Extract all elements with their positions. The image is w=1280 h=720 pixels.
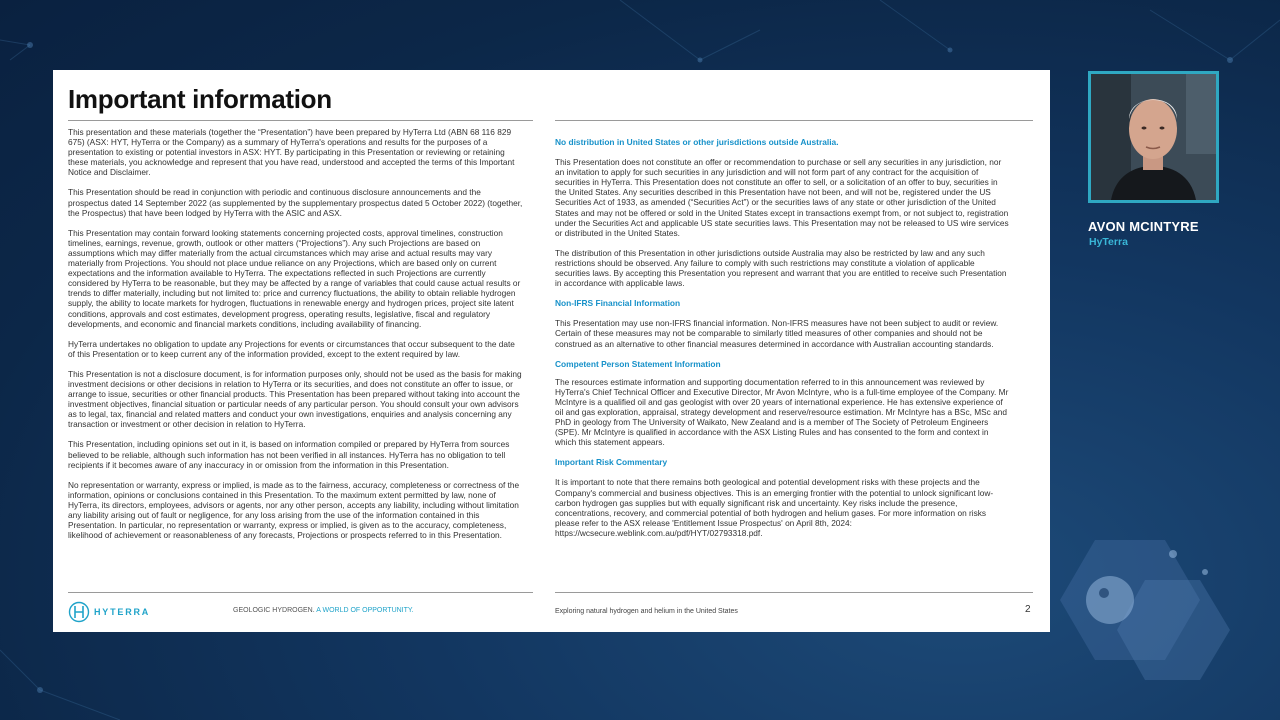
footer-divider-right [555, 592, 1033, 593]
disclaimer-paragraph: This Presentation, including opinions set out in it, is based on information compiled or prepared by HyTerra from sources believed to be reliable, although such information has not been verified in all instances. HyTerra has no obligation to tell recipients if it becomes aware of any inaccuracy in or omission from the information in this Presentation. [68, 439, 510, 470]
speaker-name: AVON MCINTYRE [1088, 219, 1199, 234]
disclaimer-paragraph: This Presentation may use non-IFRS financial information. Non-IFRS measures have not been subject to audit or review. Certain of these measures may not be comparable to similarly titled measures of other companies and should not be construed as an alternative to other financial measures determined in accordance with Australian accounting standards. [555, 318, 999, 349]
footer-tagline [233, 607, 414, 614]
disclaimer-paragraph: This Presentation is not a disclosure document, is for information purposes only, should not be used as the basis for making investment decisions or other decisions in relation to HyTerra or its securities, and does not constitute an offer to issue, or arrange to issue, securities or other financial products. This Presentation has been prepared without taking into account the investment objectives, financial situation or particular needs of any particular person. You should consult your own advisors as to legal, tax, financial and related matters and conduct your own investigations, enquiries and analysis concerning any transaction or investment or other decision in relation to HyTerra. [68, 368, 522, 430]
section-heading-non-ifrs: Non-IFRS Financial Information [555, 298, 681, 309]
disclaimer-right-column [555, 137, 1011, 548]
title-divider-left [68, 120, 533, 121]
section-heading-risk: Important Risk Commentary [555, 457, 668, 468]
disclaimer-paragraph: It is important to note that there remains both geological and potential development risks with these projects and the Company's commercial and business objectives. This is an emerging frontier with the potential to unlock significant low-carbon hydrogen gas supplies but with equally significant risk and uncertainty. Key risks include the presence, concentrations, recovery, and commercial potential of both hydrogen and helium gases. For more information on risks please refer to the ASX release 'Entitlement Issue Prospectus' on April 8th, 2024: https://wcsecure.weblink.com.au/pdf/HYT/02793318.pdf. [555, 477, 994, 538]
section-heading-distribution: No distribution in United States or other jurisdictions outside Australia. [555, 137, 839, 147]
speaker-video-image [1091, 74, 1216, 200]
disclaimer-paragraph: This presentation and these materials (together the “Presentation”) have been prepared by HyTerra Ltd (ABN 68 116 829 675) (ASX: HYT, HyTerra or the Company) as a summary of HyTerra's operations and results for the purposes of a presentation to existing or potential investors in ASX: HYT. By participating in this Presentation or reviewing or retaining these materials, you acknowledge and represent that you have read, understood and accepted the terms of this Important Notice and Disclaimer. [68, 127, 515, 178]
disclaimer-paragraph: This Presentation does not constitute an offer or recommendation to purchase or sell any securities in any jurisdiction, nor an invitation to apply for such securities in any jurisdiction and will not form part of any contract for the acquisition of securities in HyTerra. This Presentation does not constitute an offer to sell, or a solicitation of an offer to buy, securities in the United States. Any securities described in this Presentation have not been, and will not be, registered under the US Securities Act of 1933, as amended (“Securities Act”) or the securities laws of any state or other jurisdiction of the United States and may not be offered or sold in the United States except in transactions exempt from, or not subject to, registration under the Securities Act and applicable US state securities laws. This Presentation may not be released to US wire services or distributed in the United States. [555, 157, 1009, 238]
disclaimer-paragraph: The distribution of this Presentation in other jurisdictions outside Australia may also be restricted by law and any such restrictions should be observed. Any failure to comply with such restrictions may constitute a violation of applicable securities laws. By accepting this Presentation you represent and warrant that you are entitled to receive such Presentation in accordance with applicable laws. [555, 247, 1007, 289]
page-number: 2 [1025, 604, 1031, 615]
hyterra-logo-icon [68, 601, 90, 623]
speaker-organization: HyTerra [1089, 236, 1128, 248]
disclaimer-paragraph: No representation or warranty, express or implied, is made as to the fairness, accuracy, completeness or correctness of the information, opinions or conclusions contained in this Presentation. To the maximum extent permitted by law, none of HyTerra, its directors, employees, advisors or agents, nor any other person, accepts any liability, including without limitation any liability arising out of fault or negligence, for any loss arising from the use of the information contained in this Presentation. In particular, no representation or warranty, express or implied, is given as to the accuracy, completeness, likelihood of achievement or reasonableness of any forecasts, Projections or prospects referred to in this Presentation. [68, 479, 520, 541]
footer-description: Exploring natural hydrogen and helium in the United States [555, 608, 738, 615]
footer-logo-text: HYTERRA [94, 607, 151, 617]
speaker-video-tile [1088, 71, 1219, 203]
hyterra-footer-logo [68, 601, 150, 623]
hyterra-decorative-emblem [1025, 520, 1235, 720]
presentation-slide [53, 70, 1050, 632]
footer-tagline-main: GEOLOGIC HYDROGEN. [233, 607, 317, 614]
disclaimer-paragraph: HyTerra undertakes no obligation to update any Projections for events or circumstances that occur subsequent to the date of this Presentation or to keep current any of the information provided, except to the extent required by law. [68, 338, 515, 359]
title-divider-right [555, 120, 1033, 121]
footer-tagline-accent: A WORLD OF OPPORTUNITY. [316, 607, 414, 614]
disclaimer-paragraph: This Presentation may contain forward looking statements concerning projected costs, approval timelines, construction timelines, earnings, revenue, growth, outlook or other matters (“Projections”). Any such Projections are based on assumptions which may differ materially from the actual circumstances which may arise and actual results may vary materially from Projections. You should not place undue reliance on any Projections, which are based only on current expectations and the information available to HyTerra. The expectations reflected in such Projections are currently considered by HyTerra to be reasonable, but they may be affected by a range of variables that could cause actual results or trends to differ materially, including but not limited to: price and currency fluctuations, the ability to obtain reliable hydrogen supply, the ability to locate markets for hydrogen, fluctuations in renewable energy and hydrogen prices, project site latent conditions, approvals and cost estimates, development progress, operating results, legislative, fiscal and regulatory developments, and economic and financial markets conditions, including availability of financing. [68, 227, 521, 329]
slide-title: Important information [68, 84, 332, 114]
disclaimer-paragraph: This Presentation should be read in conjunction with periodic and continuous disclosure announcements and the prospectus dated 14 September 2022 (as supplemented by the supplementary prospectus dated 5 October 2022) (together, the Prospectus) that have been lodged by HyTerra with the ASIC and ASX. [68, 187, 523, 218]
footer-divider-left [68, 592, 533, 593]
section-heading-competent-person: Competent Person Statement Information [555, 358, 721, 369]
disclaimer-paragraph: The resources estimate information and supporting documentation referred to in this announcement was reviewed by HyTerra's Chief Technical Officer and Executive Director, Mr Avon McIntyre, who is a full-time employee of the Company. Mr McIntyre is a qualified oil and gas geologist with over 20 years of international experience. He has extensive experience of oil and gas exploration, appraisal, strategy development and reserve/resource estimation. Mr McIntyre has a BSc, MSc and PhD in geology from The University of Waikato, New Zealand and is a member of The Society of Petroleum Engineers (SPE). Mr McIntyre is qualified in accordance with the ASX Listing Rules and has consented to the form and context in which this statement appears. [555, 376, 1009, 448]
disclaimer-left-column [68, 127, 523, 550]
